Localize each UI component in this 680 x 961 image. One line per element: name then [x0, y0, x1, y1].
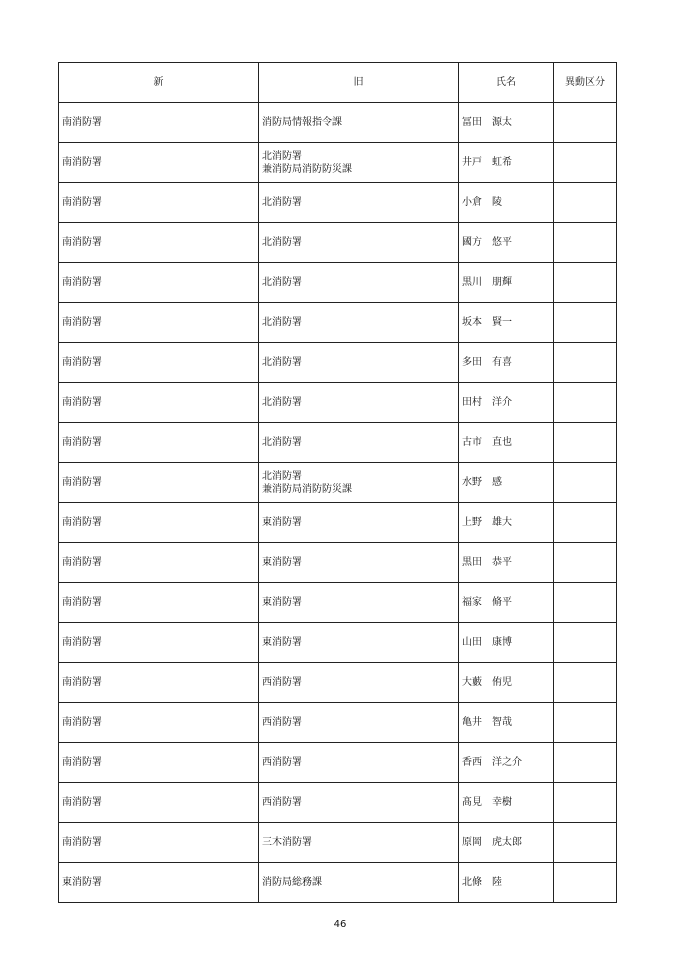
cell-transfer-type	[554, 303, 617, 343]
cell-old-assignment	[259, 183, 459, 223]
table-row	[59, 623, 617, 663]
table-row	[59, 663, 617, 703]
cell-name: 香西 洋之介	[459, 743, 554, 783]
cell-transfer-type	[554, 543, 617, 583]
table-row	[59, 503, 617, 543]
old-assignment-line: 北消防署	[262, 317, 302, 328]
cell-name: 原岡 虎太郎	[459, 823, 554, 863]
cell-new-assignment: 南消防署	[59, 823, 259, 863]
cell-new-assignment: 南消防署	[59, 623, 259, 663]
header-row	[59, 63, 617, 103]
cell-new-assignment: 南消防署	[59, 743, 259, 783]
old-assignment-line: 北消防署	[262, 437, 302, 448]
header-new: 新	[59, 63, 259, 103]
cell-new-assignment: 南消防署	[59, 703, 259, 743]
old-assignment-line: 東消防署	[262, 517, 302, 528]
cell-new-assignment: 南消防署	[59, 343, 259, 383]
cell-old-assignment	[259, 823, 459, 863]
cell-old-assignment	[259, 263, 459, 303]
table-row	[59, 343, 617, 383]
cell-old-assignment	[259, 303, 459, 343]
old-assignment-line: 三木消防署	[262, 837, 312, 848]
cell-old-assignment	[259, 383, 459, 423]
cell-transfer-type	[554, 463, 617, 503]
cell-name: 國方 悠平	[459, 223, 554, 263]
table-row	[59, 783, 617, 823]
old-assignment-line: 東消防署	[262, 597, 302, 608]
table-header	[59, 63, 617, 103]
cell-new-assignment: 南消防署	[59, 463, 259, 503]
cell-new-assignment: 南消防署	[59, 223, 259, 263]
cell-old-assignment	[259, 503, 459, 543]
old-assignment-line: 東消防署	[262, 557, 302, 568]
table-row	[59, 743, 617, 783]
cell-transfer-type	[554, 183, 617, 223]
cell-name: 亀井 智哉	[459, 703, 554, 743]
cell-new-assignment: 南消防署	[59, 263, 259, 303]
cell-name: 福家 脩平	[459, 583, 554, 623]
table-row	[59, 423, 617, 463]
cell-transfer-type	[554, 383, 617, 423]
old-assignment-line: 兼消防局消防防災課	[262, 163, 352, 175]
cell-new-assignment: 東消防署	[59, 863, 259, 903]
personnel-table	[58, 62, 617, 903]
cell-name: 大藪 侑児	[459, 663, 554, 703]
cell-new-assignment: 南消防署	[59, 783, 259, 823]
table-row	[59, 863, 617, 903]
cell-name: 多田 有喜	[459, 343, 554, 383]
old-assignment-line: 北消防署	[262, 277, 302, 288]
old-assignment-line: 兼消防局消防防災課	[262, 483, 352, 495]
cell-name: 水野 感	[459, 463, 554, 503]
table-row	[59, 223, 617, 263]
cell-name: 小倉 陵	[459, 183, 554, 223]
cell-new-assignment: 南消防署	[59, 143, 259, 183]
cell-name: 黒田 恭平	[459, 543, 554, 583]
old-assignment-line: 西消防署	[262, 677, 302, 688]
cell-transfer-type	[554, 823, 617, 863]
cell-transfer-type	[554, 743, 617, 783]
cell-old-assignment	[259, 463, 459, 503]
cell-transfer-type	[554, 223, 617, 263]
cell-name: 冨田 源太	[459, 103, 554, 143]
cell-old-assignment	[259, 103, 459, 143]
page-number: 46	[333, 919, 347, 930]
old-assignment-line: 消防局総務課	[262, 877, 322, 888]
cell-transfer-type	[554, 103, 617, 143]
old-assignment-line: 北消防署	[262, 470, 302, 482]
table-row	[59, 183, 617, 223]
table-body	[59, 103, 617, 903]
table-row	[59, 383, 617, 423]
header-name: 氏名	[459, 63, 554, 103]
cell-old-assignment	[259, 223, 459, 263]
cell-name: 井戸 虹希	[459, 143, 554, 183]
cell-transfer-type	[554, 583, 617, 623]
old-assignment-line: 西消防署	[262, 797, 302, 808]
table-row	[59, 543, 617, 583]
old-assignment-line: 北消防署	[262, 150, 302, 162]
cell-transfer-type	[554, 703, 617, 743]
old-assignment-line: 西消防署	[262, 757, 302, 768]
old-assignment-line: 北消防署	[262, 357, 302, 368]
cell-new-assignment: 南消防署	[59, 543, 259, 583]
cell-old-assignment	[259, 423, 459, 463]
cell-old-assignment	[259, 343, 459, 383]
cell-old-assignment	[259, 543, 459, 583]
cell-old-assignment	[259, 743, 459, 783]
cell-new-assignment: 南消防署	[59, 383, 259, 423]
cell-old-assignment	[259, 703, 459, 743]
cell-name: 上野 雄大	[459, 503, 554, 543]
table-row	[59, 463, 617, 503]
table-row	[59, 823, 617, 863]
cell-old-assignment	[259, 863, 459, 903]
cell-name: 坂本 賢一	[459, 303, 554, 343]
cell-new-assignment: 南消防署	[59, 583, 259, 623]
cell-old-assignment	[259, 623, 459, 663]
cell-new-assignment: 南消防署	[59, 103, 259, 143]
cell-transfer-type	[554, 423, 617, 463]
header-old: 旧	[259, 63, 459, 103]
cell-transfer-type	[554, 863, 617, 903]
cell-new-assignment: 南消防署	[59, 663, 259, 703]
cell-name: 田村 洋介	[459, 383, 554, 423]
old-assignment-line: 東消防署	[262, 637, 302, 648]
cell-name: 黒川 朋輝	[459, 263, 554, 303]
cell-transfer-type	[554, 783, 617, 823]
cell-old-assignment	[259, 583, 459, 623]
cell-new-assignment: 南消防署	[59, 503, 259, 543]
cell-transfer-type	[554, 263, 617, 303]
old-assignment-line: 消防局情報指令課	[262, 117, 342, 128]
cell-transfer-type	[554, 663, 617, 703]
cell-transfer-type	[554, 623, 617, 663]
old-assignment-line: 北消防署	[262, 397, 302, 408]
table-row	[59, 143, 617, 183]
table-row	[59, 263, 617, 303]
table-row	[59, 583, 617, 623]
table-row	[59, 303, 617, 343]
header-transfer-type: 異動区分	[554, 63, 617, 103]
old-assignment-line: 北消防署	[262, 237, 302, 248]
table-row	[59, 703, 617, 743]
cell-old-assignment	[259, 143, 459, 183]
cell-name: 古市 直也	[459, 423, 554, 463]
old-assignment-line: 西消防署	[262, 717, 302, 728]
cell-new-assignment: 南消防署	[59, 183, 259, 223]
cell-new-assignment: 南消防署	[59, 423, 259, 463]
cell-name: 山田 康博	[459, 623, 554, 663]
old-assignment-line: 北消防署	[262, 197, 302, 208]
table-row	[59, 103, 617, 143]
cell-name: 髙見 幸樹	[459, 783, 554, 823]
cell-new-assignment: 南消防署	[59, 303, 259, 343]
cell-name: 北條 陸	[459, 863, 554, 903]
cell-transfer-type	[554, 143, 617, 183]
cell-old-assignment	[259, 663, 459, 703]
cell-transfer-type	[554, 343, 617, 383]
cell-old-assignment	[259, 783, 459, 823]
cell-transfer-type	[554, 503, 617, 543]
